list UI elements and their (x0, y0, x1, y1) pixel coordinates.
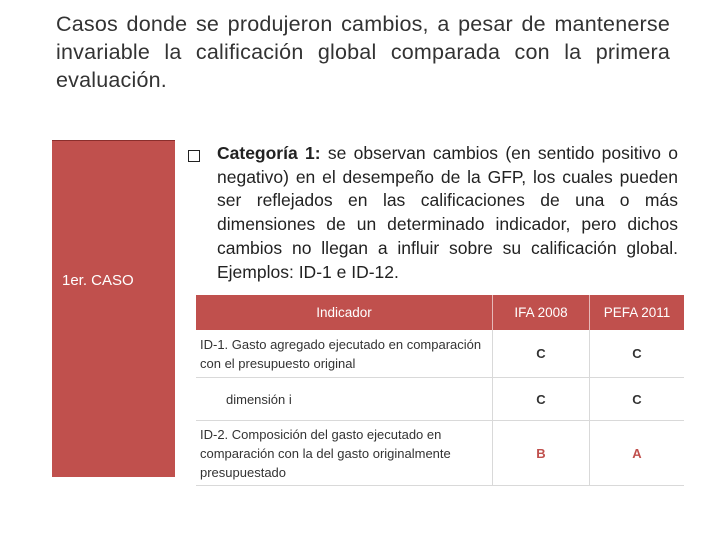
ifa-grade-cell: C (493, 378, 590, 421)
case-label: 1er. CASO (62, 272, 134, 289)
table-row (196, 378, 684, 421)
category-label: Categoría 1: (217, 143, 321, 163)
indicator-cell: dimensión i (196, 378, 493, 421)
category-text: se observan cambios (en sentido positivo o negativo) en el desempeño de la GFP, los cuales pueden ser reflejados en las calificaciones de una o más dimensiones de un determinado indicador, pero dichos cambios no llegan a influir sobre su calificación global. Ejemplos: ID-1 e ID-12. (217, 143, 678, 282)
ifa-grade-cell: C (493, 330, 590, 378)
table-row (196, 421, 684, 486)
case-side-panel (52, 140, 175, 477)
table-row (196, 330, 684, 378)
header-indicator: Indicador (196, 295, 493, 330)
ifa-grade-cell: B (493, 421, 590, 486)
indicators-table (196, 295, 684, 486)
table-header-row (196, 295, 684, 330)
indicator-cell: ID-2. Composición del gasto ejecutado en comparación con la del gasto originalmente presupuestado (196, 421, 493, 486)
square-bullet-icon (188, 150, 200, 162)
pefa-grade-cell: C (590, 378, 685, 421)
pefa-grade-cell: A (590, 421, 685, 486)
slide-title: Casos donde se produjeron cambios, a pesar de mantenerse invariable la calificación global comparada con la primera evaluación. (56, 12, 670, 92)
pefa-grade-cell: C (590, 330, 685, 378)
header-pefa-2011: PEFA 2011 (590, 295, 685, 330)
header-ifa-2008: IFA 2008 (493, 295, 590, 330)
category-description (217, 142, 678, 294)
indicator-cell: ID-1. Gasto agregado ejecutado en comparación con el presupuesto original (196, 330, 493, 378)
